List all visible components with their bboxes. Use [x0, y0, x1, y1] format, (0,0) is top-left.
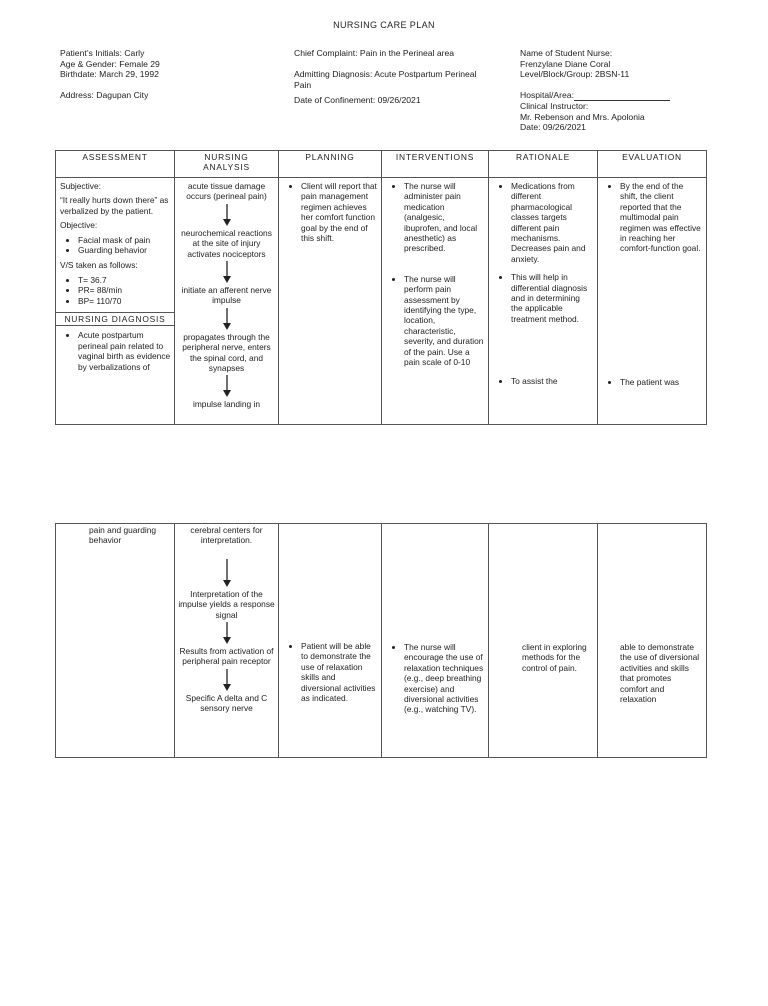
- student-info: [520, 48, 670, 133]
- analysis-step: neurochemical reactions at the site of injury activates nociceptors: [181, 227, 272, 259]
- student-name-label: Name of Student Nurse:: [520, 48, 613, 58]
- header-assessment: ASSESSMENT: [56, 151, 175, 178]
- date-of-confinement: Date of Confinement: 09/26/2021: [294, 95, 421, 106]
- arrow-down-icon: [222, 669, 232, 691]
- subjective-label: Subjective:: [60, 181, 101, 191]
- interventions-list: [382, 642, 488, 715]
- analysis-step: Results from activation of peripheral pain receptor: [179, 646, 274, 667]
- list-item: • The patient was: [620, 377, 702, 387]
- rationale-cell-cont: [489, 524, 598, 758]
- list-item: • By the end of the shift, the client reported that the multimodal pain regimen was effective in reaching her comfort-function goal.: [620, 181, 702, 254]
- list-item: • The nurse will perform pain assessment by identifying the type, location, characteristic, severity, and duration of the pain. Use a pain scale of 0-10: [404, 274, 484, 368]
- header-nursing-analysis: NURSING ANALYSIS: [175, 151, 279, 178]
- assessment-cell-cont: [56, 524, 175, 758]
- hospital-area: Hospital/Area:: [520, 90, 670, 101]
- patient-info: [60, 48, 160, 101]
- patient-birthdate: Birthdate: March 29, 1992: [60, 69, 159, 80]
- list-item: • BP= 110/70: [78, 296, 174, 306]
- rationale-continuation: client in exploring methods for the control of pain.: [522, 642, 587, 673]
- header-interventions: INTERVENTIONS: [382, 151, 489, 178]
- header-evaluation: EVALUATION: [598, 151, 707, 178]
- chief-complaint: Chief Complaint: Pain in the Perineal area: [294, 48, 455, 58]
- list-item: • PR= 88/min: [78, 285, 174, 295]
- care-plan-table-page2: [55, 523, 707, 758]
- objective-list: [56, 235, 174, 256]
- planning-list: [279, 181, 381, 243]
- plan-date: Date: 09/26/2021: [520, 122, 586, 133]
- interventions-cell-cont: [382, 524, 489, 758]
- list-item: • The nurse will encourage the use of relaxation techniques (e.g., deep breathing exercise) and diversional activities (e.g., watching TV).: [404, 642, 484, 715]
- list-item: • Medications from different pharmacological classes targets different pain mechanisms. Decreases pain and anxiety.: [511, 181, 593, 264]
- evaluation-cell-cont: [598, 524, 707, 758]
- analysis-step: acute tissue damage occurs (perineal pain): [186, 181, 267, 202]
- vital-signs-list: [56, 275, 174, 306]
- student-name: Frenzylane Diane Coral: [520, 58, 611, 69]
- instructor-label: Clinical Instructor:: [520, 100, 589, 111]
- assessment-cell: [56, 178, 175, 425]
- arrow-down-icon: [222, 622, 232, 644]
- analysis-step: cerebral centers for interpretation.: [190, 525, 263, 546]
- evaluation-list: [598, 181, 706, 387]
- list-item: • T= 36.7: [78, 275, 174, 285]
- student-level: Level/Block/Group: 2BSN-11: [520, 69, 630, 80]
- arrow-down-icon: [222, 559, 232, 587]
- objective-label: Objective:: [60, 220, 98, 231]
- list-item: • Acute postpartum perineal pain related to vaginal birth as evidence by verbalizations of: [78, 330, 171, 372]
- patient-address: Address: Dagupan City: [60, 90, 149, 101]
- analysis-step: initiate an afferent nerve impulse: [181, 285, 272, 306]
- instructor-names: Mr. Rebenson and Mrs. Apolonia: [520, 111, 645, 122]
- list-item: • To assist the: [511, 376, 593, 386]
- arrow-down-icon: [222, 375, 232, 397]
- interventions-list: [382, 181, 488, 368]
- complaint-info: [294, 48, 476, 106]
- planning-cell-cont: [279, 524, 382, 758]
- analysis-cell-cont: [175, 524, 279, 758]
- nursing-diagnosis-header: NURSING DIAGNOSIS: [56, 312, 174, 326]
- arrow-down-icon: [222, 204, 232, 226]
- admitting-diagnosis: Admitting Diagnosis: Acute Postpartum Perineal: [294, 69, 477, 80]
- list-item: • Guarding behavior: [78, 245, 174, 255]
- analysis-step: Specific A delta and C sensory nerve: [185, 692, 268, 714]
- header-rationale: RATIONALE: [489, 151, 598, 178]
- care-plan-table-page1: [55, 150, 707, 425]
- list-item: • Patient will be able to demonstrate the use of relaxation skills and diversional activities as indicated.: [301, 641, 377, 703]
- patient-initials: Patient’s Initials: Carly: [60, 48, 145, 58]
- assessment-continuation: pain and guarding behavior: [89, 525, 157, 546]
- diagnosis-list: [56, 330, 174, 372]
- document-title: NURSING CARE PLAN: [333, 20, 435, 30]
- header-planning: PLANNING: [279, 151, 382, 178]
- analysis-cell: [175, 178, 279, 425]
- list-item: • The nurse will administer pain medication (analgesic, ibuprofen, and local anesthetic) as prescribed.: [404, 181, 484, 254]
- arrow-down-icon: [222, 308, 232, 330]
- admitting-diagnosis-cont: Pain: [294, 79, 312, 90]
- patient-age-gender: Age & Gender: Female 29: [60, 58, 160, 69]
- planning-list: [279, 641, 381, 703]
- list-item: • Client will report that pain management regimen achieves her comfort function goal by the end of this shift.: [301, 181, 377, 243]
- evaluation-cell: [598, 178, 707, 425]
- analysis-step: impulse landing in: [192, 399, 261, 410]
- planning-cell: [279, 178, 382, 425]
- analysis-step: propagates through the peripheral nerve, enters the spinal cord, and synapses: [182, 331, 271, 374]
- list-item: • Facial mask of pain: [78, 235, 174, 245]
- list-item: • This will help in differential diagnosis and in determining the applicable treatment method.: [511, 272, 593, 324]
- rationale-list: [489, 181, 597, 387]
- rationale-cell: [489, 178, 598, 425]
- evaluation-continuation: able to demonstrate the use of diversional activities and skills that promotes comfort and relaxation: [620, 642, 700, 705]
- hospital-blank-line: [574, 92, 670, 101]
- arrow-down-icon: [222, 261, 232, 283]
- analysis-step: Interpretation of the impulse yields a response signal: [178, 588, 275, 620]
- interventions-cell: [382, 178, 489, 425]
- subjective-quote: “It really hurts down there” as verbalized by the patient.: [60, 195, 169, 216]
- vs-label: V/S taken as follows:: [60, 260, 138, 271]
